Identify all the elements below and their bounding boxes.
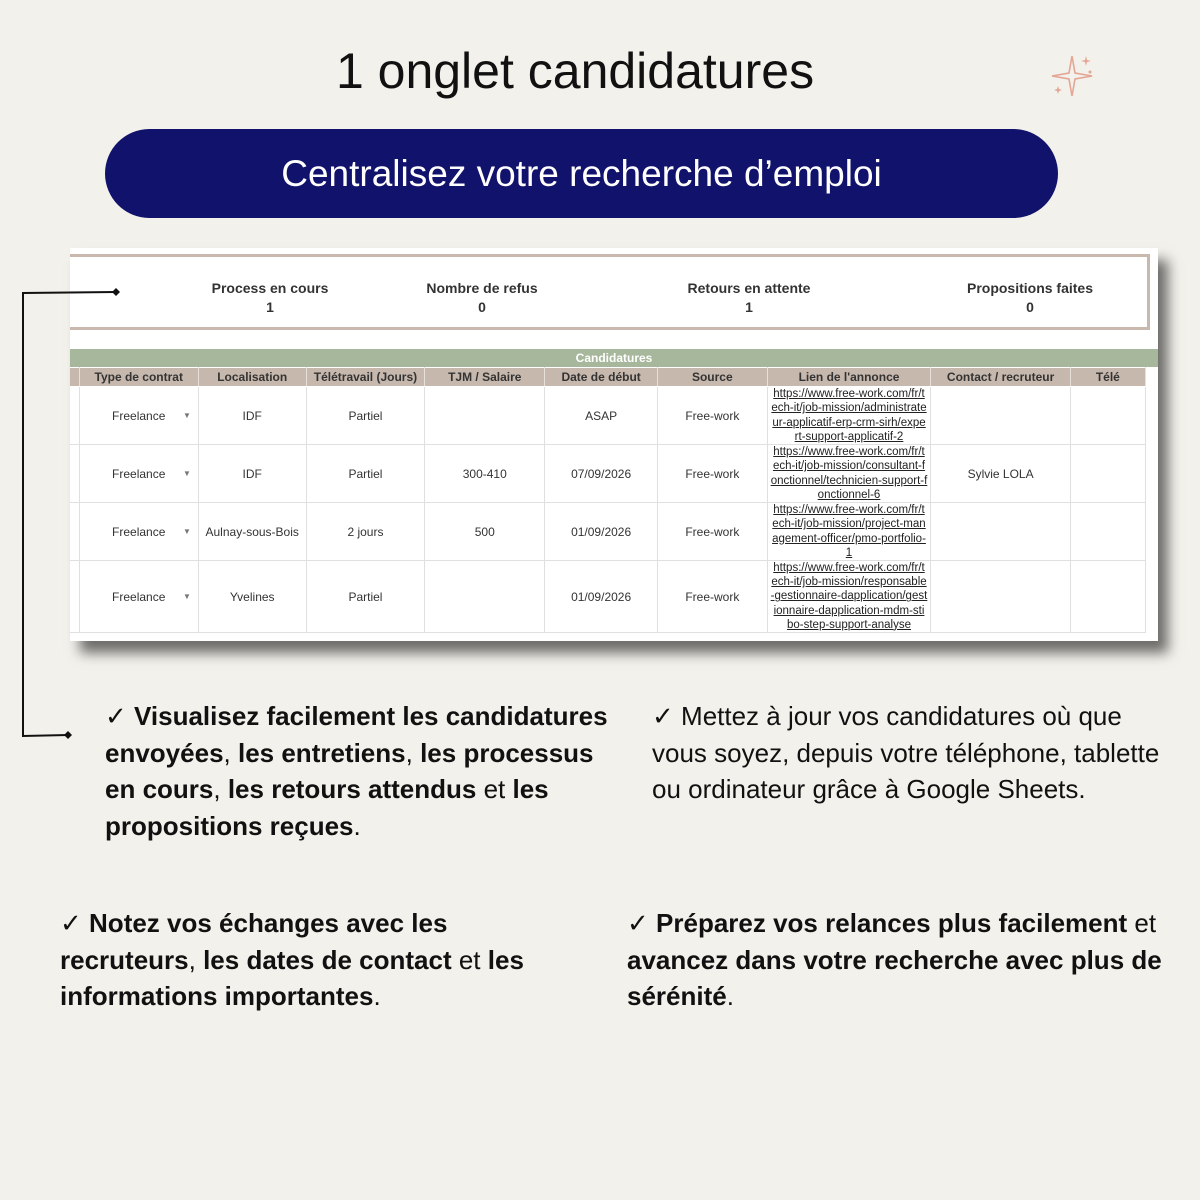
cell[interactable]: 07/09/2026 — [545, 445, 658, 503]
contract-type-dropdown[interactable] — [79, 387, 198, 445]
kpi-panel — [70, 254, 1150, 330]
cell[interactable]: 500 — [425, 503, 545, 561]
page-title: 1 onglet candidatures — [335, 43, 815, 99]
candidatures-table — [70, 367, 1146, 633]
column-header[interactable]: Localisation — [198, 368, 306, 387]
job-link[interactable]: https://www.free-work.com/fr/tech-it/job-mission/consultant-fonctionnel/technicien-support-fonctionnel-6 — [767, 445, 931, 503]
table-row — [70, 561, 1146, 633]
feature-notes — [60, 905, 590, 1015]
cell[interactable] — [931, 561, 1070, 633]
job-link[interactable]: https://www.free-work.com/fr/tech-it/job-mission/administrateur-applicatif-erp-crm-sirh/expert-support-applicatif-2 — [767, 387, 931, 445]
job-link[interactable]: https://www.free-work.com/fr/tech-it/job-mission/responsable-gestionnaire-dapplication/gestionnaire-dapplication-mdm-stibo-step-support-analyse — [767, 561, 931, 633]
cell[interactable] — [1070, 445, 1145, 503]
feature-text: et — [476, 774, 513, 804]
cell[interactable]: ASAP — [545, 387, 658, 445]
column-header[interactable]: Date de début — [545, 368, 658, 387]
feature-text: , — [213, 774, 228, 804]
cell[interactable]: Yvelines — [198, 561, 306, 633]
kpi-label: Nombre de refus — [426, 280, 538, 296]
cell[interactable] — [70, 387, 79, 445]
feature-text: avancez dans votre recherche avec plus de sérénité — [627, 944, 1162, 1011]
cell[interactable]: 01/09/2026 — [545, 503, 658, 561]
feature-text: , — [223, 737, 238, 768]
column-header[interactable]: TJM / Salaire — [425, 368, 545, 387]
banner: Centralisez votre recherche d’emploi — [105, 129, 1058, 218]
feature-text: . — [353, 810, 361, 841]
sparkle-icon — [1048, 52, 1098, 102]
cell[interactable]: Sylvie LOLA — [931, 445, 1070, 503]
cell[interactable] — [425, 561, 545, 633]
chevron-down-icon: ▼ — [182, 527, 191, 536]
feature-text: les retours attendus — [227, 774, 477, 804]
cell[interactable]: 01/09/2026 — [545, 561, 658, 633]
column-header[interactable] — [70, 368, 79, 387]
kpi-propositions — [920, 279, 1140, 317]
checkmark-icon: ✓ — [652, 701, 674, 731]
column-header[interactable]: Télé — [1070, 368, 1145, 387]
column-header[interactable]: Télétravail (Jours) — [306, 368, 425, 387]
cell-value: Freelance — [112, 466, 166, 481]
kpi-retours — [639, 279, 859, 317]
cell[interactable] — [931, 387, 1070, 445]
chevron-down-icon: ▼ — [182, 592, 191, 601]
feature-text: Préparez vos relances plus facilement — [656, 908, 1128, 938]
cell[interactable]: 2 jours — [306, 503, 425, 561]
feature-text: Visualisez facilement les candidatures envoyées — [105, 701, 608, 768]
checkmark-icon: ✓ — [105, 701, 127, 731]
feature-text: et — [451, 944, 488, 975]
feature-text: les informations importantes — [60, 944, 524, 1011]
kpi-value: 1 — [266, 299, 274, 315]
cell[interactable]: Free-work — [658, 561, 767, 633]
column-header[interactable]: Type de contrat — [79, 368, 198, 387]
feature-text: Notez vos échanges avec les recruteurs — [60, 908, 448, 975]
kpi-value: 1 — [745, 299, 753, 315]
kpi-value: 0 — [478, 299, 486, 315]
cell[interactable]: Partiel — [306, 561, 425, 633]
cell[interactable] — [931, 503, 1070, 561]
contract-type-dropdown[interactable] — [79, 445, 198, 503]
feature-relances — [627, 905, 1167, 1015]
contract-type-dropdown[interactable] — [79, 503, 198, 561]
cell-value: Freelance — [112, 408, 166, 423]
feature-text: les propositions reçues — [105, 774, 549, 841]
cell[interactable]: Partiel — [306, 445, 425, 503]
cell[interactable] — [70, 503, 79, 561]
cell[interactable]: 300-410 — [425, 445, 545, 503]
contract-type-dropdown[interactable] — [79, 561, 198, 633]
table-row — [70, 445, 1146, 503]
column-header[interactable]: Source — [658, 368, 767, 387]
feature-visualize — [105, 698, 625, 844]
kpi-value: 0 — [1026, 299, 1034, 315]
cell[interactable] — [1070, 387, 1145, 445]
cell[interactable]: IDF — [198, 387, 306, 445]
table-header-row — [70, 368, 1146, 387]
spreadsheet-preview — [70, 248, 1158, 641]
cell-value: Freelance — [112, 589, 166, 604]
feature-text: . — [726, 981, 734, 1011]
feature-text: , — [405, 737, 421, 768]
kpi-refus — [372, 279, 592, 317]
checkmark-icon: ✓ — [627, 908, 649, 938]
cell[interactable]: Aulnay-sous-Bois — [198, 503, 306, 561]
feature-text: et — [1127, 908, 1157, 938]
cell[interactable] — [1070, 503, 1145, 561]
feature-text: les dates de contact — [203, 944, 452, 975]
checkmark-icon: ✓ — [60, 908, 82, 938]
cell[interactable]: Free-work — [658, 445, 767, 503]
feature-text: , — [188, 944, 204, 975]
cell-value: Freelance — [112, 524, 166, 539]
feature-text: les entretiens — [237, 737, 406, 768]
table-row — [70, 387, 1146, 445]
feature-text: Mettez à jour vos candidatures où que vous soyez, depuis votre téléphone, tablette ou ordinateur grâce à Google Sheets. — [652, 701, 1160, 804]
column-header[interactable]: Contact / recruteur — [931, 368, 1070, 387]
kpi-label: Retours en attente — [687, 280, 811, 296]
job-link[interactable]: https://www.free-work.com/fr/tech-it/job-mission/project-management-officer/pmo-portfolio-1 — [767, 503, 931, 561]
cell[interactable]: Free-work — [658, 503, 767, 561]
table-title: Candidatures — [70, 349, 1158, 367]
cell[interactable]: Partiel — [306, 387, 425, 445]
cell[interactable] — [70, 561, 79, 633]
cell[interactable] — [425, 387, 545, 445]
chevron-down-icon: ▼ — [182, 411, 191, 420]
feature-mobile — [652, 698, 1162, 808]
feature-text: . — [373, 981, 381, 1011]
cell[interactable] — [1070, 561, 1145, 633]
cell[interactable]: Free-work — [658, 387, 767, 445]
table-row — [70, 503, 1146, 561]
feature-text: les processus en cours — [105, 737, 594, 804]
cell[interactable]: IDF — [198, 445, 306, 503]
cell[interactable] — [70, 445, 79, 503]
chevron-down-icon: ▼ — [182, 469, 191, 478]
kpi-label: Propositions faites — [966, 280, 1094, 296]
kpi-process — [160, 279, 380, 317]
kpi-label: Process en cours — [211, 280, 329, 296]
column-header[interactable]: Lien de l'annonce — [767, 368, 931, 387]
